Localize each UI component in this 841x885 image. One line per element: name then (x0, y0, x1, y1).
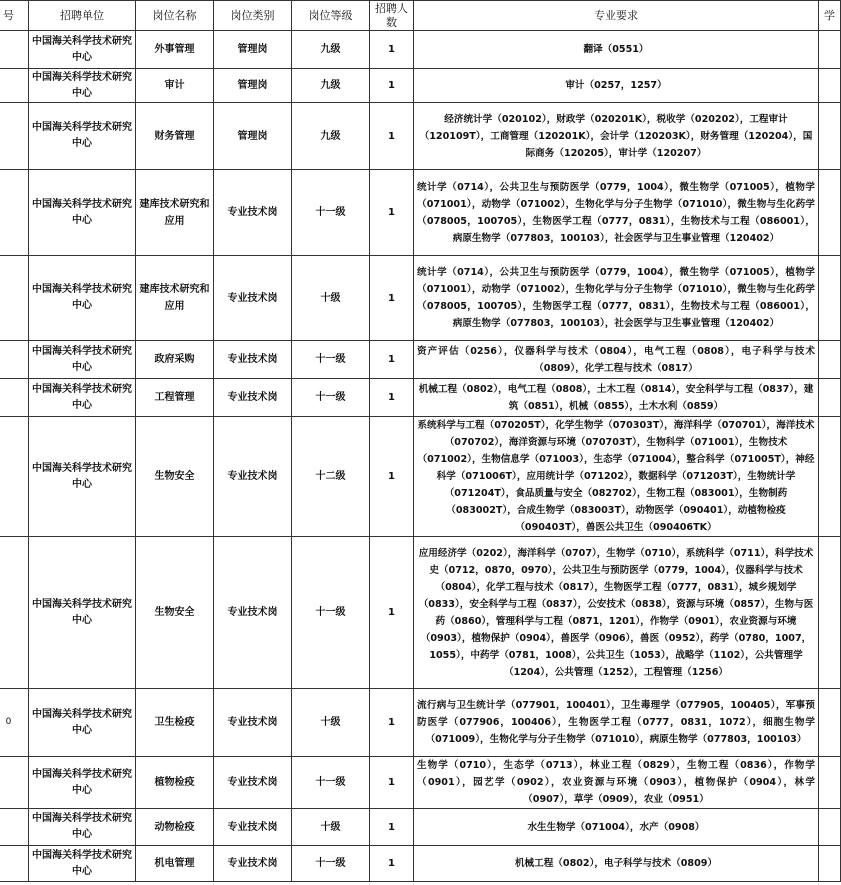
row-requirement: 水生生物学（071004），水产（0908） (414, 809, 819, 846)
row-level: 十一级 (292, 170, 370, 256)
row-unit: 中国海关科学技术研究中心 (29, 809, 136, 846)
row-category: 专业技术岗 (214, 379, 292, 417)
header-level: 岗位等级 (292, 1, 370, 31)
row-unit: 中国海关科学技术研究中心 (29, 417, 136, 537)
row-name: 机电管理 (136, 846, 214, 882)
row-name: 审计 (136, 69, 214, 103)
row-name: 财务管理 (136, 103, 214, 170)
row-count: 1 (370, 809, 414, 846)
row-count: 1 (370, 256, 414, 341)
row-level: 九级 (292, 103, 370, 170)
row-index (0, 69, 29, 103)
row-name: 动物检疫 (136, 809, 214, 846)
row-requirement: 经济统计学（020102），财政学（020201K），税收学（020202），工程审计（120109T），工商管理（120201K），会计学（120203K），财务管理（120204），国际商务（120205），审计学（120207） (414, 103, 819, 170)
row-category: 专业技术岗 (214, 170, 292, 256)
row-requirement: 资产评估（0256），仪器科学与技术（0804），电气工程（0808），电子科学与技术（0809），化学工程与技术（0817） (414, 341, 819, 379)
row-level: 十二级 (292, 417, 370, 537)
row-edge (819, 69, 841, 103)
row-requirement: 机械工程（0802），电气工程（0808），土木工程（0814），安全科学与工程（0837），建筑（0851），机械（0855），土木水利（0859） (414, 379, 819, 417)
header-row (0, 1, 841, 31)
row-level: 十一级 (292, 341, 370, 379)
row-requirement: 应用经济学（0202），海洋科学（0707），生物学（0710），系统科学（0711），科学技术史（0712，0870，0970），公共卫生与预防医学（0779，1004），仪器科学与技术（0804），化学工程与技术（0817），生物医学工程（0777，0831），城乡规划学（0833），安全科学与工程（0837），公安技术（0838），资源与环境（0857），生物与医药（0860），管理科学与工程（0871，1201），作物学（0901），农业资源与环境（0903），植物保护（0904），兽医学（0906），兽医（0952），药学（0780，1007，1055），中药学（0781，1008），公共卫生（1053），战略学（1102），公共管理学（1204），公共管理（1252），工程管理（1256） (414, 537, 819, 689)
row-name: 建库技术研究和应用 (136, 170, 214, 256)
table-row (0, 379, 841, 417)
row-level: 九级 (292, 31, 370, 69)
header-name: 岗位名称 (136, 1, 214, 31)
row-category: 专业技术岗 (214, 417, 292, 537)
row-unit: 中国海关科学技术研究中心 (29, 379, 136, 417)
row-category: 专业技术岗 (214, 537, 292, 689)
row-requirement: 审计（0257，1257） (414, 69, 819, 103)
row-index (0, 31, 29, 69)
row-count: 1 (370, 689, 414, 757)
header-index: 号 (0, 1, 29, 31)
row-unit: 中国海关科学技术研究中心 (29, 69, 136, 103)
row-unit: 中国海关科学技术研究中心 (29, 341, 136, 379)
row-edge (819, 757, 841, 809)
row-edge (819, 846, 841, 882)
row-unit: 中国海关科学技术研究中心 (29, 757, 136, 809)
row-unit: 中国海关科学技术研究中心 (29, 689, 136, 757)
row-level: 十一级 (292, 757, 370, 809)
header-last: 学 (819, 1, 841, 31)
row-name: 外事管理 (136, 31, 214, 69)
row-edge (819, 809, 841, 846)
row-level: 十一级 (292, 537, 370, 689)
table-row (0, 341, 841, 379)
row-category: 专业技术岗 (214, 757, 292, 809)
row-count: 1 (370, 341, 414, 379)
row-count: 1 (370, 31, 414, 69)
table-row (0, 537, 841, 689)
row-level: 十一级 (292, 846, 370, 882)
header-count: 招聘人数 (370, 1, 414, 31)
row-edge (819, 537, 841, 689)
row-index (0, 417, 29, 537)
row-index (0, 379, 29, 417)
row-edge (819, 31, 841, 69)
row-category: 专业技术岗 (214, 809, 292, 846)
table-row (0, 103, 841, 170)
row-category: 管理岗 (214, 69, 292, 103)
row-category: 专业技术岗 (214, 846, 292, 882)
row-index (0, 537, 29, 689)
row-index (0, 341, 29, 379)
row-level: 十级 (292, 809, 370, 846)
header-unit: 招聘单位 (29, 1, 136, 31)
table-row (0, 846, 841, 882)
row-category: 专业技术岗 (214, 256, 292, 341)
row-index (0, 103, 29, 170)
row-edge (819, 256, 841, 341)
row-unit: 中国海关科学技术研究中心 (29, 256, 136, 341)
table-row (0, 809, 841, 846)
row-requirement: 生物学（0710），生态学（0713），林业工程（0829），生物工程（0836），作物学（0901），园艺学（0902），农业资源与环境（0903），植物保护（0904），林学（0907），草学（0909），农业（0951） (414, 757, 819, 809)
row-count: 1 (370, 537, 414, 689)
row-name: 政府采购 (136, 341, 214, 379)
row-count: 1 (370, 757, 414, 809)
row-index (0, 846, 29, 882)
row-name: 生物安全 (136, 417, 214, 537)
row-level: 九级 (292, 69, 370, 103)
row-name: 卫生检疫 (136, 689, 214, 757)
row-name: 生物安全 (136, 537, 214, 689)
table-row (0, 417, 841, 537)
table-row (0, 69, 841, 103)
row-unit: 中国海关科学技术研究中心 (29, 31, 136, 69)
row-count: 1 (370, 417, 414, 537)
table-row (0, 757, 841, 809)
row-edge (819, 417, 841, 537)
row-index (0, 757, 29, 809)
header-requirement: 专业要求 (414, 1, 819, 31)
row-count: 1 (370, 379, 414, 417)
row-edge (819, 689, 841, 757)
table-row (0, 689, 841, 757)
row-requirement: 统计学（0714），公共卫生与预防医学（0779，1004），微生物学（071005），植物学（071001），动物学（071002），生物化学与分子生物学（071010），微生物与生化药学（078005，100705），生物医学工程（0777，0831），生物技术与工程（086001），病原生物学（077803，100103），社会医学与卫生事业管理（120402） (414, 256, 819, 341)
row-unit: 中国海关科学技术研究中心 (29, 170, 136, 256)
table-row (0, 170, 841, 256)
row-index: 0 (0, 689, 29, 757)
row-count: 1 (370, 69, 414, 103)
row-index (0, 170, 29, 256)
row-requirement: 系统科学与工程（070205T），化学生物学（070303T），海洋科学（070701），海洋技术（070702），海洋资源与环境（070703T），生物科学（071001），生物技术（071002），生物信息学（071003），生态学（071004），整合科学（071005T），神经科学（071006T），应用统计学（071202），数据科学（071203T），生物统计学（071204T），食品质量与安全（082702），生物工程（083001），生物制药（083002T），合成生物学（083003T），动物医学（090401），动植物检疫（090403T），兽医公共卫生（090406TK） (414, 417, 819, 537)
row-unit: 中国海关科学技术研究中心 (29, 846, 136, 882)
row-level: 十级 (292, 689, 370, 757)
row-level: 十一级 (292, 379, 370, 417)
row-requirement: 流行病与卫生统计学（077901，100401），卫生毒理学（077905，100405），军事预防医学（077906，100406），生物医学工程（0777，0831，1072），细胞生物学（071009），生物化学与分子生物学（071010），病原生物学（077803，100103） (414, 689, 819, 757)
row-count: 1 (370, 170, 414, 256)
table-row (0, 31, 841, 69)
header-category: 岗位类别 (214, 1, 292, 31)
row-category: 管理岗 (214, 31, 292, 69)
row-name: 植物检疫 (136, 757, 214, 809)
row-requirement: 统计学（0714），公共卫生与预防医学（0779，1004），微生物学（071005），植物学（071001），动物学（071002），生物化学与分子生物学（071010），微生物与生化药学（078005，100705），生物医学工程（0777，0831），生物技术与工程（086001），病原生物学（077803，100103），社会医学与卫生事业管理（120402） (414, 170, 819, 256)
row-category: 管理岗 (214, 103, 292, 170)
row-name: 工程管理 (136, 379, 214, 417)
table-row (0, 256, 841, 341)
row-index (0, 256, 29, 341)
row-edge (819, 379, 841, 417)
row-edge (819, 341, 841, 379)
row-count: 1 (370, 846, 414, 882)
row-unit: 中国海关科学技术研究中心 (29, 537, 136, 689)
row-index (0, 809, 29, 846)
row-requirement: 翻译（0551） (414, 31, 819, 69)
row-category: 专业技术岗 (214, 341, 292, 379)
row-name: 建库技术研究和应用 (136, 256, 214, 341)
row-edge (819, 170, 841, 256)
row-category: 专业技术岗 (214, 689, 292, 757)
row-count: 1 (370, 103, 414, 170)
row-level: 十级 (292, 256, 370, 341)
row-unit: 中国海关科学技术研究中心 (29, 103, 136, 170)
row-edge (819, 103, 841, 170)
row-requirement: 机械工程（0802），电子科学与技术（0809） (414, 846, 819, 882)
